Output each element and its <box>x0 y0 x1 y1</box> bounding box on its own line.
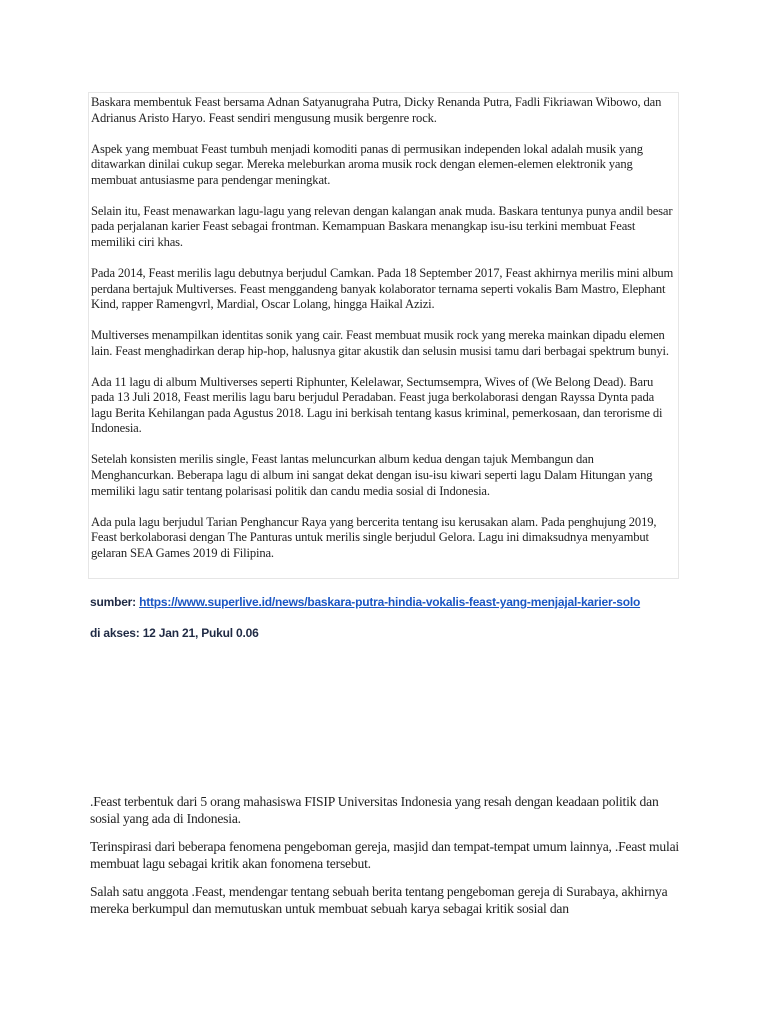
notes-paragraph: Terinspirasi dari beberapa fenomena pengeboman gereja, masjid dan tempat-tempat umum lainnya, .Feast mulai membuat lagu sebagai kritik akan fonomena tersebut. <box>90 838 679 872</box>
accessed-date: di akses: 12 Jan 21, Pukul 0.06 <box>90 626 259 640</box>
source-line <box>90 595 640 609</box>
notes-paragraph: .Feast terbentuk dari 5 orang mahasiswa FISIP Universitas Indonesia yang resah dengan keadaan politik dan sosial yang ada di Indonesia. <box>90 794 659 827</box>
notes-paragraph: Salah satu anggota .Feast, mendengar tentang sebuah berita tentang pengeboman gereja di Surabaya, akhirnya mereka berkumpul dan memutuskan untuk membuat sebuah karya sebagai kritik sosial dan <box>90 883 668 917</box>
article-paragraph: Aspek yang membuat Feast tumbuh menjadi komoditi panas di permusikan independen lokal adalah musik yang ditawarkan dinilai cukup segar. Mereka meleburkan aroma musik rock dengan elemen-elemen elektronik yang membuat antusiasme para pendengar meningkat. <box>91 141 643 187</box>
article-paragraph: Multiverses menampilkan identitas sonik yang cair. Feast membuat musik rock yang mereka mainkan dipadu elemen lain. Feast menghadirkan derap hip-hop, halusnya gitar akustik dan selusin musisi tamu dari berbagai spektrum bunyi. <box>91 328 669 358</box>
article-paragraph: Baskara membentuk Feast bersama Adnan Satyanugraha Putra, Dicky Renanda Putra, Fadli Fikriawan Wibowo, dan Adrianus Aristo Haryo. Feast sendiri mengusung musik bergenre rock. <box>91 95 662 125</box>
article-paragraph: Ada pula lagu berjudul Tarian Penghancur Raya yang bercerita tentang isu kerusakan alam. Pada penghujung 2019, Feast berkolaborasi dengan The Panturas untuk merilis single berjudul Gelora. Lagu ini dimaksudnya menyambut gelaran SEA Games 2019 di Filipina. <box>91 514 657 560</box>
article-paragraph: Ada 11 lagu di album Multiverses seperti Riphunter, Kelelawar, Sectumsempra, Wives of (We Belong Dead). Baru pada 13 Juli 2018, Feast merilis lagu baru berjudul Peradaban. Feast juga berkolaborasi dengan Rayssa Dynta pada lagu Berita Kehilangan pada Agustus 2018. Lagu ini berkisah tentang kasus kriminal, pemerkosaan, dan terorisme di Indonesia. <box>91 374 663 436</box>
source-link[interactable]: https://www.superlive.id/news/baskara-putra-hindia-vokalis-feast-yang-menjajal-karier-solo <box>139 595 641 609</box>
article-paragraph: Setelah konsisten merilis single, Feast lantas meluncurkan album kedua dengan tajuk Membangun dan Menghancurkan. Beberapa lagu di album ini sangat dekat dengan isu-isu kiwari seperti lagu Dalam Hitungan yang memiliki lagu satir tentang polarisasi politik dan candu media sosial di Indonesia. <box>91 452 653 498</box>
source-label: sumber: <box>90 595 140 609</box>
notes-section <box>90 793 680 928</box>
article-paragraph: Selain itu, Feast menawarkan lagu-lagu yang relevan dengan kalangan anak muda. Baskara tentunya punya andil besar pada perjalanan karier Feast sebagai frontman. Kemampuan Baskara menangkap isu-isu terkini membuat Feast memiliki ciri khas. <box>91 203 673 249</box>
article-excerpt-box <box>88 92 679 579</box>
article-paragraph: Pada 2014, Feast merilis lagu debutnya berjudul Camkan. Pada 18 September 2017, Feast akhirnya merilis mini album perdana bertajuk Multiverses. Feast menggandeng banyak kolaborator ternama seperti vokalis Bam Mastro, Elephant Kind, rapper Ramengvrl, Mardial, Oscar Lolang, hingga Haikal Azizi. <box>91 265 674 312</box>
